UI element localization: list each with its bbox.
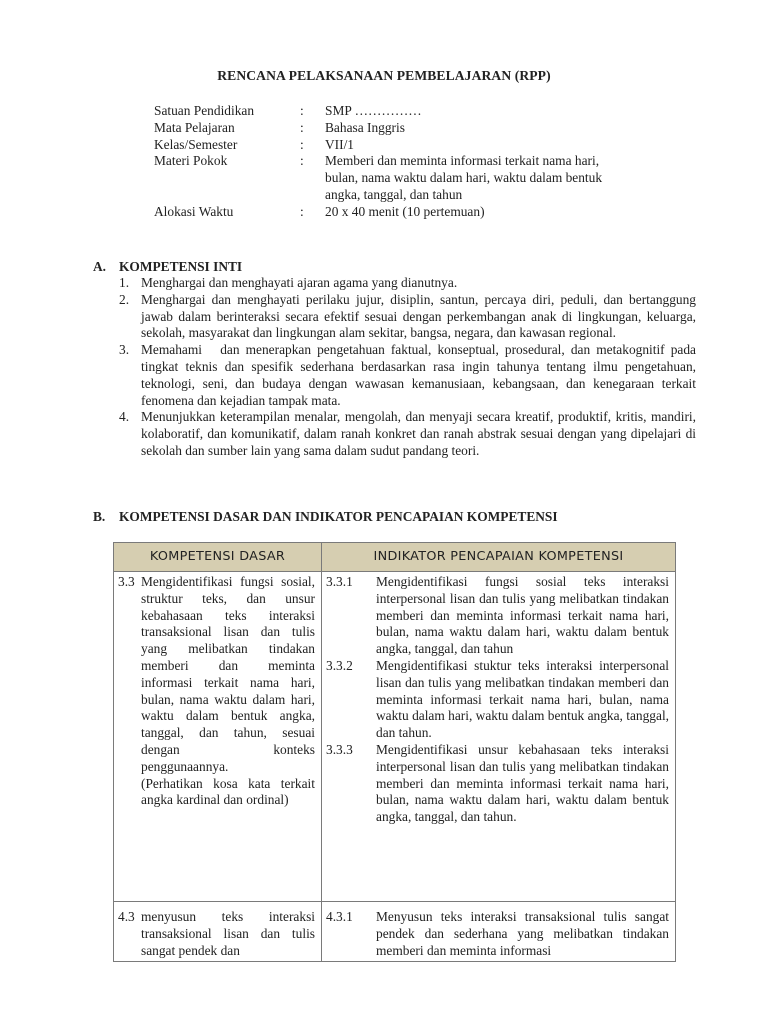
- list-number: 3.: [119, 342, 130, 358]
- indicator-cell: [322, 572, 676, 902]
- identity-colon: :: [300, 203, 304, 219]
- list-number: 2.: [119, 291, 130, 307]
- identity-row: [154, 120, 625, 137]
- indicator-text: Mengidentifikasi unsur kebahasaan teks interaksi interpersonal lisan dan tulis yang melibatkan tindakan memberi dan meminta informasi terkait nama hari, bulan, nama waktu dalam hari, waktu dalam bentuk angka, tanggal, dan tahun.: [376, 741, 669, 825]
- kd-text: menyusun teks interaksi transaksional lisan dan tulis sangat pendek dan: [141, 909, 315, 958]
- identity-value: Memberi dan meminta informasi terkait nama hari, bulan, nama waktu dalam hari, waktu dalam bentuk angka, tanggal, dan tahun: [325, 153, 603, 202]
- list-item: [119, 342, 700, 409]
- list-text: Menghargai dan menghayati ajaran agama yang dianutnya.: [141, 275, 458, 290]
- indicator-entry: [328, 658, 669, 742]
- identity-value: VII/1: [325, 136, 355, 152]
- table-row: [114, 902, 676, 962]
- kd-entry: [120, 909, 315, 961]
- identity-colon: :: [300, 103, 304, 118]
- indicator-entry: [328, 909, 669, 961]
- kd-cell: [114, 902, 322, 962]
- list-item: [119, 275, 696, 292]
- identity-colon: :: [300, 136, 304, 152]
- indicator-number: 3.3.3: [326, 741, 353, 757]
- identity-label: Materi Pokok: [154, 153, 228, 169]
- kd-note: (Perhatikan kosa kata terkait angka kardinal dan ordinal): [141, 775, 315, 808]
- column-header-indicator: INDIKATOR PENCAPAIAN KOMPETENSI: [322, 543, 676, 572]
- identity-row: [154, 204, 625, 221]
- identity-value: SMP ……………: [325, 103, 422, 118]
- indicator-number: 4.3.1: [326, 909, 353, 924]
- indicator-number: 3.3.1: [326, 574, 353, 589]
- indicator-number: 3.3.2: [326, 657, 353, 673]
- section-title: KOMPETENSI INTI: [119, 259, 243, 274]
- list-item: [119, 292, 696, 342]
- kd-cell: [114, 572, 322, 902]
- list-text: Menunjukkan keterampilan menalar, mengolah, dan menyaji secara kreatif, produktif, kritis, mandiri, kolaboratif, dan komunikatif, dalam ranah konkret dan ranah abstrak sesuai dengan yang dipelajari di sekolah dan sumber lain yang sama dalam sudut pandang teori.: [141, 409, 696, 458]
- identity-value: Bahasa Inggris: [325, 119, 405, 135]
- kompetensi-inti-list: [119, 275, 700, 460]
- indicator-text: Menyusun teks interaksi transaksional tulis sangat pendek dan sederhana yang melibatkan tindakan memberi dan meminta informasi: [376, 909, 669, 958]
- identity-label: Kelas/Semester: [154, 136, 238, 152]
- list-number: 1.: [119, 275, 130, 290]
- list-item: [119, 409, 696, 459]
- table-header-row: [114, 543, 676, 572]
- identity-label: Mata Pelajaran: [154, 119, 235, 135]
- identity-block: [154, 103, 625, 221]
- table-row: [114, 572, 676, 902]
- list-text: Menghargai dan menghayati perilaku jujur, disiplin, santun, percaya diri, peduli, dan bertanggung jawab dalam berinteraksi secara efektif sesuai dengan perkembangan anak di lingkungan, keluarga, sekolah, masyarakat dan lingkungan alam sekitar, bangsa, negara, dan kawasan regional.: [141, 291, 696, 341]
- identity-row: [154, 153, 625, 203]
- identity-colon: :: [300, 119, 304, 135]
- identity-value: 20 x 40 menit (10 pertemuan): [325, 203, 485, 219]
- indicator-text: Mengidentifikasi fungsi sosial teks interaksi interpersonal lisan dan tulis yang melibatkan tindakan memberi dan meminta informasi terkait nama hari, bulan, nama waktu dalam hari, waktu dalam bentuk angka, tanggal, dan tahun: [376, 574, 669, 657]
- kd-entry: [120, 574, 315, 809]
- indicator-cell: [322, 902, 676, 962]
- identity-label: Alokasi Waktu: [154, 203, 234, 219]
- kd-number: 4.3: [118, 909, 135, 924]
- indicator-entry: [328, 742, 669, 826]
- section-letter: A.: [93, 259, 107, 274]
- section-letter: B.: [93, 509, 106, 524]
- identity-colon: :: [300, 153, 304, 169]
- column-header-kd: KOMPETENSI DASAR: [114, 543, 322, 572]
- list-text: Memahami dan menerapkan pengetahuan faktual, konseptual, prosedural, dan metakognitif pada tingkat teknis dan spesifik sederhana berdasarkan rasa ingin tahunya tentang ilmu pengetahuan, teknologi, seni, dan budaya dengan wawasan kemanusiaan, kebangsaan, dan kenegaraan terkait fenomena dan kejadian tampak mata.: [141, 342, 700, 408]
- identity-label: Satuan Pendidikan: [154, 103, 255, 118]
- identity-row: [154, 137, 625, 154]
- indicator-entry: [328, 574, 669, 658]
- competency-table: [113, 542, 676, 962]
- list-number: 4.: [119, 409, 130, 425]
- kd-number: 3.3: [118, 574, 135, 589]
- indicator-text: Mengidentifikasi stuktur teks interaksi interpersonal lisan dan tulis yang melibatkan tindakan memberi dan meminta informasi terkait nama hari, bulan, nama waktu dalam hari, waktu dalam bentuk angka, tanggal, dan tahun.: [376, 657, 670, 741]
- document-title: RENCANA PELAKSANAAN PEMBELAJARAN (RPP): [217, 68, 551, 83]
- identity-row: [154, 103, 625, 120]
- kd-text: Mengidentifikasi fungsi sosial, struktur teks, dan unsur kebahasaan teks interaksi transaksional lisan dan tulis yang melibatkan tindakan memberi dan meminta informasi terkait nama hari, bulan, nama waktu dalam hari, waktu dalam bentuk angka, tanggal, dan tahun, sesuai dengan konteks penggunaannya.: [141, 574, 315, 774]
- section-title: KOMPETENSI DASAR DAN INDIKATOR PENCAPAIAN KOMPETENSI: [119, 509, 558, 524]
- section-b-heading: [93, 509, 558, 526]
- section-a-heading: [93, 259, 242, 276]
